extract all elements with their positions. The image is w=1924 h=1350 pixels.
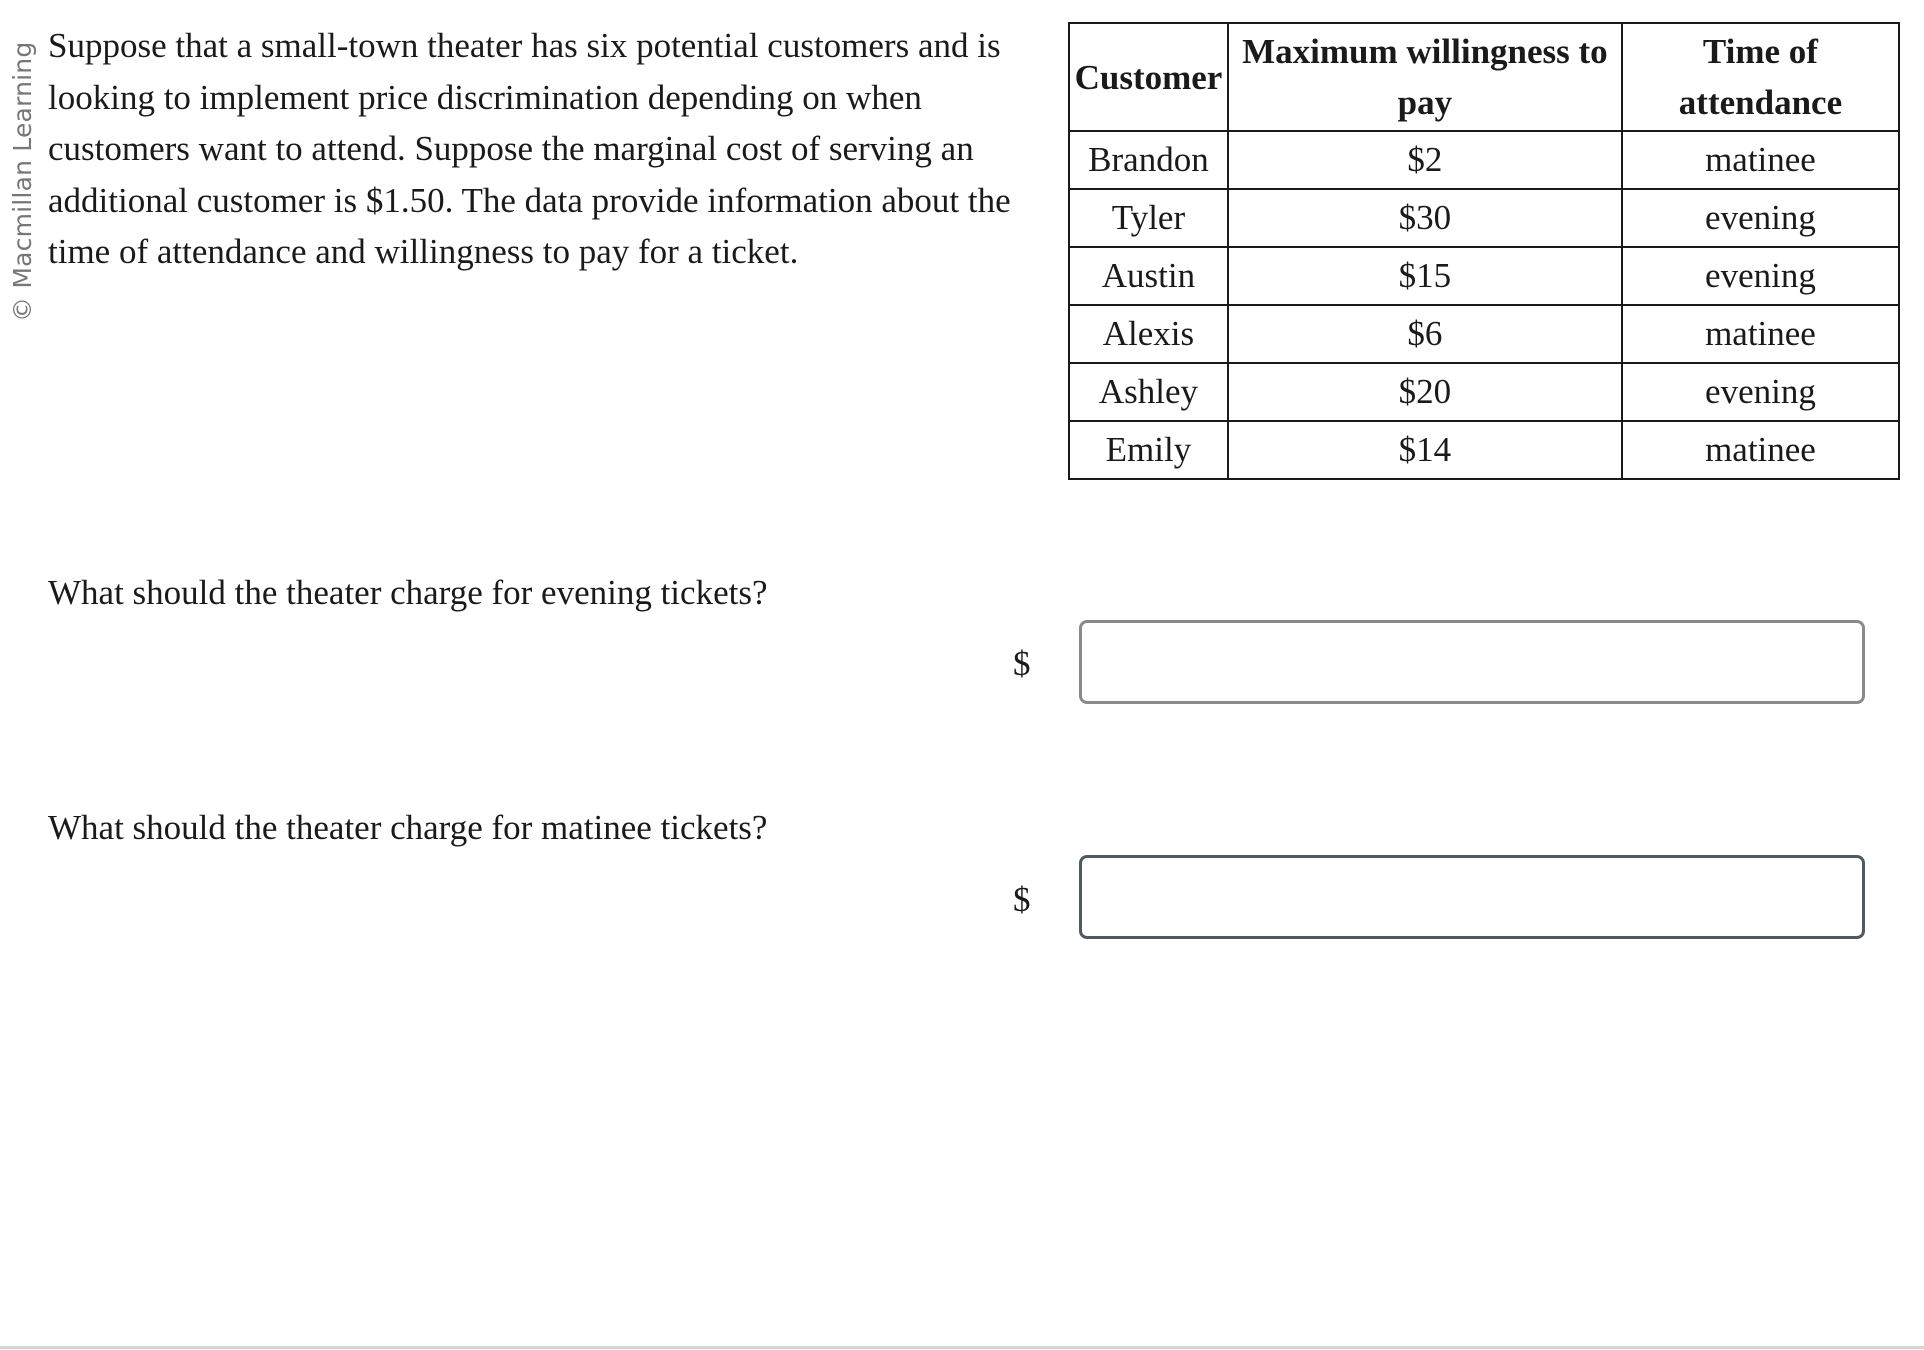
customer-name: Austin (1069, 247, 1228, 305)
willingness-to-pay: $20 (1228, 363, 1622, 421)
matinee-price-input[interactable] (1079, 855, 1865, 939)
attendance-time: matinee (1622, 131, 1899, 189)
header-willingness-to-pay: Maximum willingness to pay (1228, 23, 1622, 131)
currency-symbol: $ (1013, 880, 1031, 919)
copyright-watermark: © Macmillan Learning (8, 41, 37, 322)
customer-name: Emily (1069, 421, 1228, 479)
willingness-to-pay: $2 (1228, 131, 1622, 189)
currency-symbol: $ (1013, 644, 1031, 683)
attendance-time: evening (1622, 189, 1899, 247)
attendance-time: matinee (1622, 421, 1899, 479)
table-row (1069, 421, 1899, 479)
willingness-to-pay: $15 (1228, 247, 1622, 305)
question-matinee-price: What should the theater charge for matinee tickets? (48, 808, 768, 847)
evening-price-input[interactable] (1079, 620, 1865, 704)
willingness-to-pay: $6 (1228, 305, 1622, 363)
customer-name: Ashley (1069, 363, 1228, 421)
table-row (1069, 247, 1899, 305)
table-row (1069, 305, 1899, 363)
problem-statement: Suppose that a small-town theater has six potential customers and is looking to implement price discrimination depending on when customers want to attend. Suppose the marginal cost of serving an additional customer is $1.50. The data provide information about the time of attendance and willingness to pay for a ticket. (48, 26, 1011, 271)
customer-name: Brandon (1069, 131, 1228, 189)
header-customer: Customer (1069, 23, 1228, 131)
table-row (1069, 189, 1899, 247)
header-time-of-attendance: Time of attendance (1622, 23, 1899, 131)
customer-name: Alexis (1069, 305, 1228, 363)
attendance-time: evening (1622, 247, 1899, 305)
table-row (1069, 363, 1899, 421)
willingness-to-pay: $30 (1228, 189, 1622, 247)
question-evening-price: What should the theater charge for evening tickets? (48, 573, 768, 612)
bottom-divider (0, 1346, 1924, 1349)
customer-table (1068, 22, 1900, 480)
table-row (1069, 131, 1899, 189)
attendance-time: evening (1622, 363, 1899, 421)
attendance-time: matinee (1622, 305, 1899, 363)
table-header-row (1069, 23, 1899, 131)
customer-name: Tyler (1069, 189, 1228, 247)
willingness-to-pay: $14 (1228, 421, 1622, 479)
